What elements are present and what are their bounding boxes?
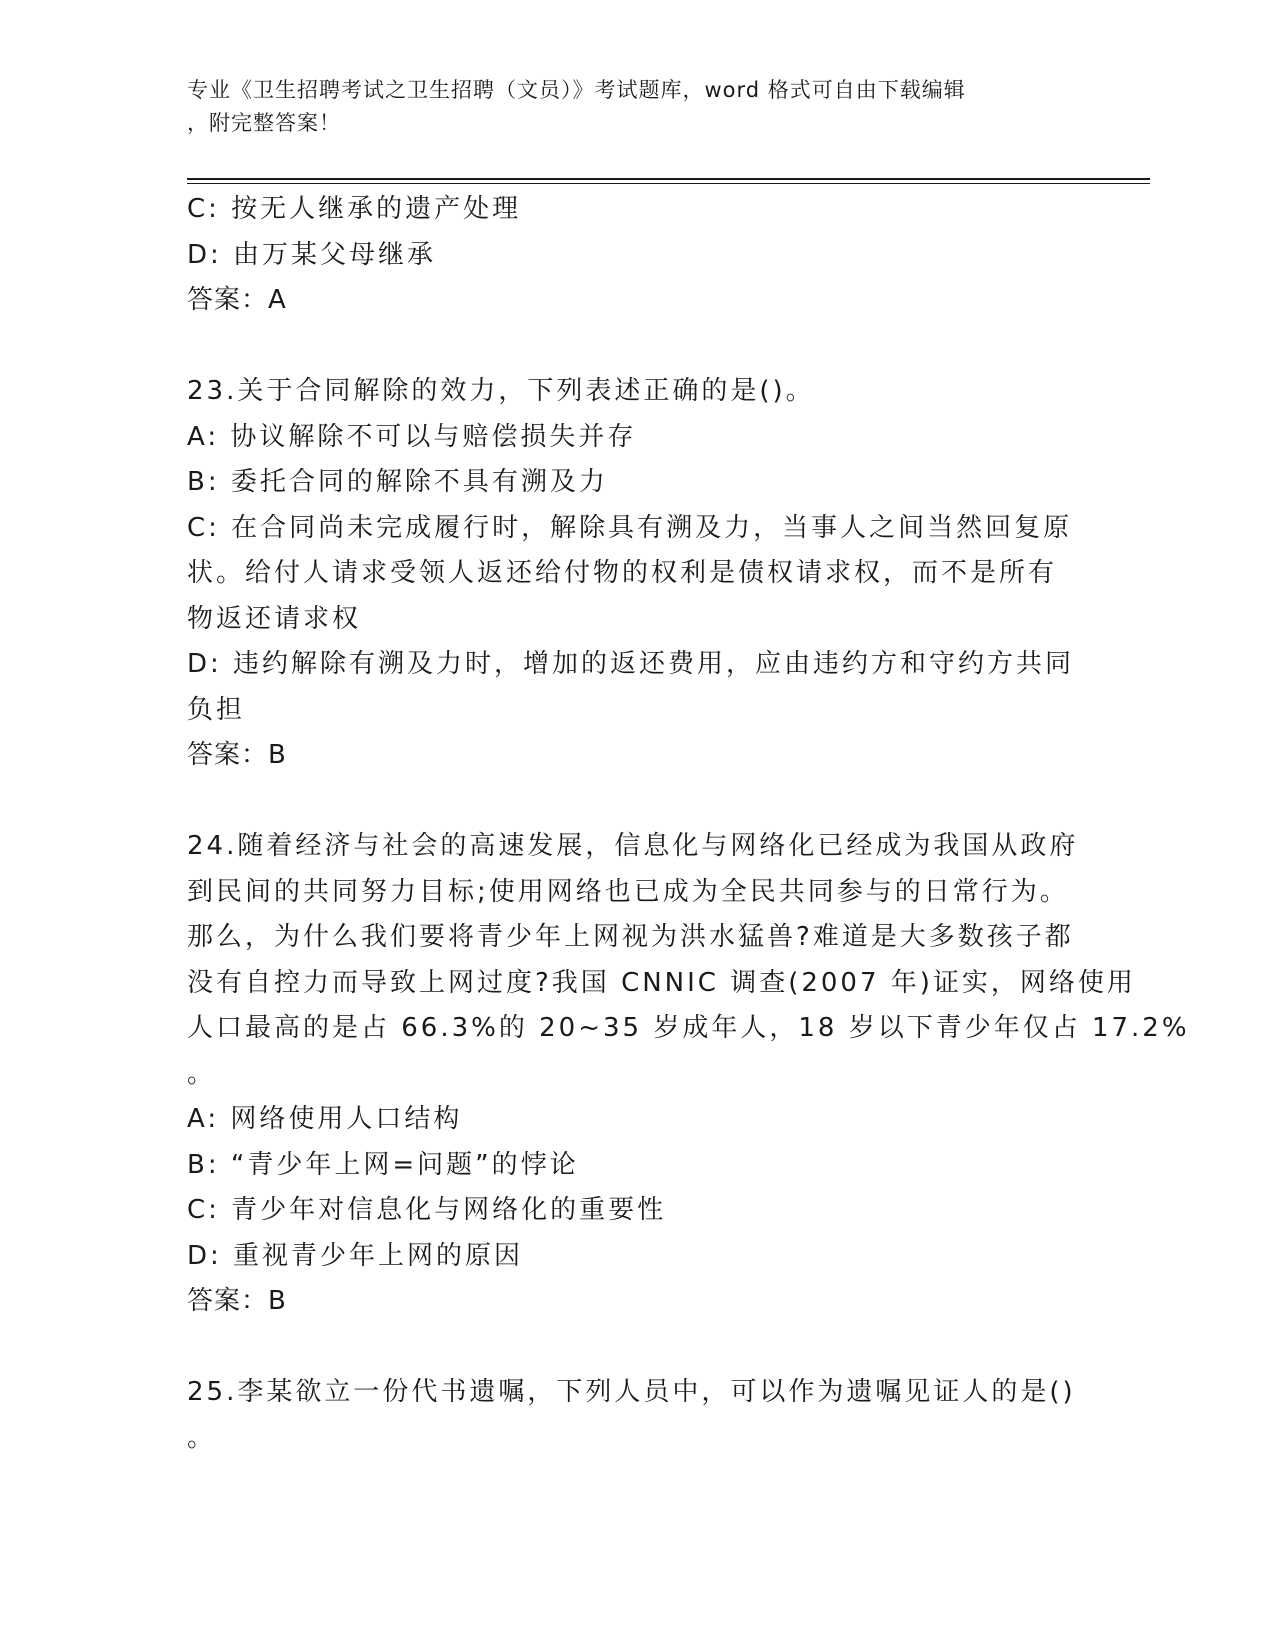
spacer bbox=[187, 1325, 1087, 1371]
q25-stem-line-2: 。 bbox=[187, 1422, 217, 1453]
q24-stem-line-1: 24.随着经济与社会的高速发展，信息化与网络化已经成为我国从政府 bbox=[187, 831, 1079, 861]
q23-option-c-line-2: 状。给付人请求受领人返还给付物的权利是债权请求权，而不是所有 bbox=[187, 558, 1058, 588]
q25-stem-line-1: 25.李某欲立一份代书遗嘱，下列人员中，可以作为遗嘱见证人的是() bbox=[187, 1377, 1076, 1407]
q24-option-c: C: 青少年对信息化与网络化的重要性 bbox=[187, 1195, 667, 1225]
q24-stem-line-5: 人口最高的是占 66.3%的 20~35 岁成年人，18 岁以下青少年仅占 17.2% bbox=[187, 1013, 1190, 1043]
header-divider-thin bbox=[187, 183, 1150, 184]
q22-option-d: D: 由万某父母继承 bbox=[187, 239, 437, 270]
spacer bbox=[187, 779, 1087, 825]
q23-option-d-line-2: 负担 bbox=[187, 694, 246, 725]
q24-stem-line-2: 到民间的共同努力目标;使用网络也已成为全民共同参与的日常行为。 bbox=[187, 876, 1069, 907]
q22-answer: 答案：A bbox=[187, 285, 287, 315]
q24-stem-line-3: 那么，为什么我们要将青少年上网视为洪水猛兽?难道是大多数孩子都 bbox=[187, 922, 1074, 952]
header-line-1: 专业《卫生招聘考试之卫生招聘（文员）》考试题库，word 格式可自由下载编辑 bbox=[187, 78, 966, 102]
q23-option-c-line-1: C: 在合同尚未完成履行时，解除具有溯及力，当事人之间当然回复原 bbox=[187, 512, 1073, 543]
q24-option-a: A: 网络使用人口结构 bbox=[187, 1104, 463, 1134]
q24-option-b: B: “青少年上网=问题”的悖论 bbox=[187, 1149, 579, 1180]
q24-option-d: D: 重视青少年上网的原因 bbox=[187, 1240, 524, 1271]
q22-option-c: C: 按无人继承的遗产处理 bbox=[187, 194, 522, 224]
q23-option-b: B: 委托合同的解除不具有溯及力 bbox=[187, 467, 608, 497]
q23-option-c-line-3: 物返还请求权 bbox=[187, 603, 362, 634]
spacer bbox=[187, 324, 1087, 370]
header-divider-thick bbox=[187, 178, 1150, 180]
q23-stem: 23.关于合同解除的效力，下列表述正确的是()。 bbox=[187, 376, 815, 406]
q23-answer: 答案：B bbox=[187, 740, 287, 770]
q23-option-a: A: 协议解除不可以与赔偿损失并存 bbox=[187, 421, 637, 452]
question-content bbox=[187, 187, 1190, 1461]
q23-option-d-line-1: D: 违约解除有溯及力时，增加的返还费用，应由违约方和守约方共同 bbox=[187, 649, 1075, 679]
q24-answer: 答案：B bbox=[187, 1286, 287, 1316]
q24-stem-line-6: 。 bbox=[187, 1058, 217, 1089]
document-header bbox=[187, 74, 1067, 140]
q24-stem-line-4: 没有自控力而导致上网过度?我国 CNNIC 调查(2007 年)证实，网络使用 bbox=[187, 967, 1136, 998]
header-line-2: ，附完整答案！ bbox=[187, 111, 341, 135]
